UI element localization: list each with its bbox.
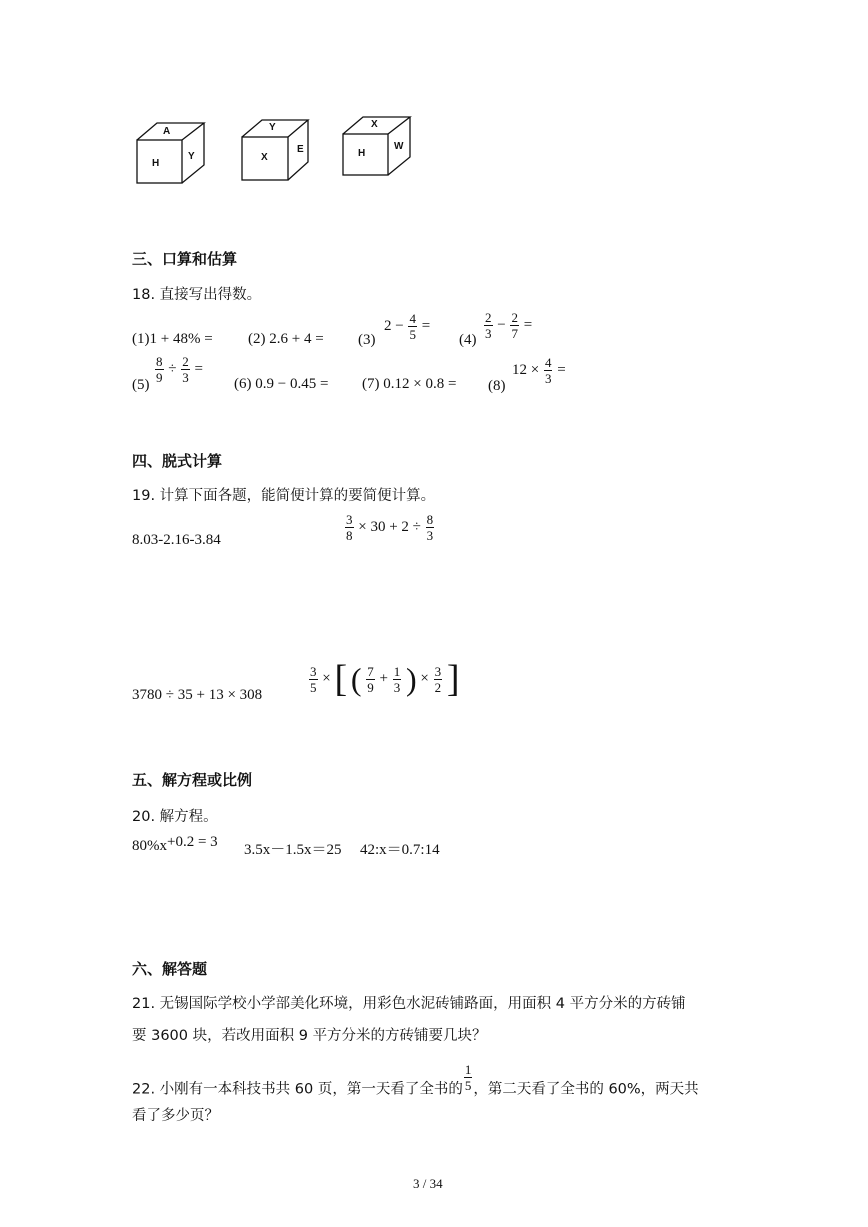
cube-2-top-label: Y xyxy=(269,122,276,133)
fraction: $\frac{1}{3}$ xyxy=(393,663,401,695)
section-6-title: 六、解答题 xyxy=(132,960,208,978)
fraction: $\frac{8}{9}$ xyxy=(156,354,163,385)
q19-expr-2: $\frac{3}{8}$ × 30 + 2 ÷ $\frac{8}{3}$ xyxy=(346,512,434,543)
section-4-title: 四、脱式计算 xyxy=(132,452,223,470)
fraction: $\frac{4}{5}$ xyxy=(409,311,416,342)
fraction: $\frac{3}{2}$ xyxy=(434,663,442,695)
fraction: $\frac{2}{7}$ xyxy=(511,310,518,341)
question-19: 19. 计算下面各题，能简便计算的要简便计算。 xyxy=(132,488,436,504)
section-5-title: 五、解方程或比例 xyxy=(132,771,253,789)
fraction: $\frac{1}{5}$ xyxy=(464,1062,472,1093)
equation-3: 42:x＝0.7:14 xyxy=(360,842,440,858)
q18-item-3: 2 − $\frac{4}{5}$ = xyxy=(384,311,431,342)
question-20: 20. 解方程。 xyxy=(132,809,218,825)
question-21-line-1: 21. 无锡国际学校小学部美化环境，用彩色水泥砖铺路面，用面积 4 平方分米的方砖铺 xyxy=(132,996,686,1012)
page-number: 3 / 34 xyxy=(413,1176,443,1191)
q18-item-3-num: (3) xyxy=(358,332,376,348)
cube-3-top-label: X xyxy=(371,119,378,130)
cube-1-front-label: H xyxy=(152,158,160,169)
cube-2-front-label: X xyxy=(261,152,268,163)
q19-expr-3: 3780 ÷ 35 + 13 × 308 xyxy=(132,687,263,703)
q19-expr-1: 8.03-2.16-3.84 xyxy=(132,532,221,548)
left-square-bracket: [ xyxy=(334,658,348,700)
fraction: $\frac{4}{3}$ xyxy=(544,355,552,386)
section-3-title: 三、口算和估算 xyxy=(132,250,238,268)
fraction: $\frac{8}{3}$ xyxy=(426,512,434,543)
q18-item-8-num: (8) xyxy=(488,378,506,394)
right-paren: ) xyxy=(406,661,417,697)
q18-item-8: 12 × $\frac{4}{3}$ = xyxy=(512,355,566,386)
equation-2: 3.5x－1.5x＝25 xyxy=(244,842,342,858)
fraction: $\frac{2}{3}$ xyxy=(182,354,189,385)
cube-3-side-label: W xyxy=(394,141,404,152)
fraction: $\frac{7}{9}$ xyxy=(367,663,374,695)
q19-expr-4: $\frac{3}{5}$ × [ ( $\frac{7}{9}$ + $\frac{1}{3}$ ) × $\frac{3}{2}$ ] xyxy=(310,658,460,700)
q18-item-4-num: (4) xyxy=(459,332,477,348)
q18-item-5-num: (5) xyxy=(132,377,150,393)
q18-item-1: (1)1 + 48% = xyxy=(132,331,213,347)
q18-item-5: $\frac{8}{9}$ ÷ $\frac{2}{3}$ = xyxy=(156,354,203,385)
fraction: $\frac{3}{5}$ xyxy=(310,663,317,695)
question-22-line-1: 22. 小刚有一本科技书共 60 页，第一天看了全书的 $\frac{1}{5}$ ，第二天看了全书的 60%，两天共 xyxy=(132,1062,699,1098)
equation-1: 80%x+0.2 = 3 xyxy=(132,834,218,854)
cube-1-top-label: A xyxy=(163,126,171,137)
cube-3-front-label: H xyxy=(358,148,366,159)
q18-item-2: (2) 2.6 + 4 = xyxy=(248,331,324,347)
fraction: $\frac{3}{8}$ xyxy=(346,512,353,543)
cube-1-side-label: Y xyxy=(188,151,195,162)
cube-2-side-label: E xyxy=(297,144,304,155)
question-21-line-2: 要 3600 块，若改用面积 9 平方分米的方砖铺要几块？ xyxy=(132,1028,487,1044)
q18-item-4: $\frac{2}{3}$ − $\frac{2}{7}$ = xyxy=(485,310,533,341)
right-square-bracket: ] xyxy=(446,658,460,700)
left-paren: ( xyxy=(350,661,362,697)
question-22-line-2: 看了多少页？ xyxy=(132,1108,219,1124)
fraction: $\frac{2}{3}$ xyxy=(485,310,492,341)
q18-item-7: (7) 0.12 × 0.8 = xyxy=(362,376,457,392)
q18-item-6: (6) 0.9 − 0.45 = xyxy=(234,376,329,392)
question-18: 18. 直接写出得数。 xyxy=(132,287,262,303)
